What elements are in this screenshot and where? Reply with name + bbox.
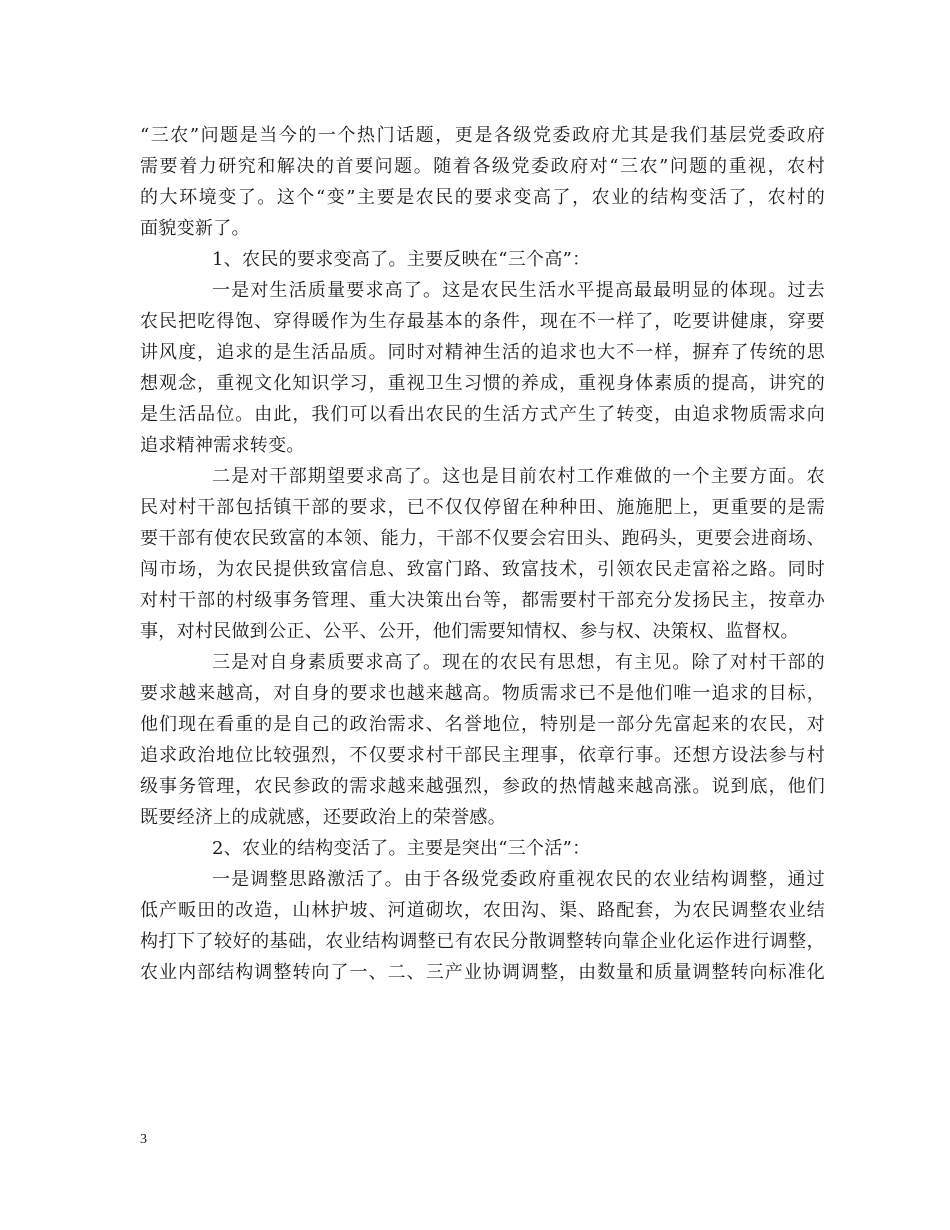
document-body [140,120,825,988]
text-line: 他们现在看重的是自己的政治需求、名誉地位，特别是一部分先富起来的农民，对 [140,714,825,735]
text-line: 追求精神需求转变。 [140,435,305,456]
text-line: 事，对村民做到公正、公平、公开，他们需要知情权、参与权、决策权、监督权。 [140,621,799,642]
text-line: 民对村干部包括镇干部的要求，已不仅仅停留在种种田、施施肥上，更重要的是需 [140,497,825,518]
text-line: 农业内部结构调整转向了一、二、三产业协调调整，由数量和质量调整转向标准化 [140,962,825,983]
text-line: 一是对生活质量要求高了。这是农民生活水平提高最最明显的体现。过去 [212,280,825,301]
text-line: 既要经济上的成就感，还要政治上的荣誉感。 [140,807,506,828]
text-line: 农民把吃得饱、穿得暖作为生存最基本的条件，现在不一样了，吃要讲健康，穿要 [140,311,825,332]
text-line: 2、农业的结构变活了。主要是突出“三个活”： [212,838,591,859]
text-line: 讲风度，追求的是生活品质。同时对精神生活的追求也大不一样，摒弃了传统的思 [140,342,825,363]
text-line: 需要着力研究和解决的首要问题。随着各级党委政府对“三农”问题的重视，农村 [140,156,825,177]
text-line: 追求政治地位比较强烈，不仅要求村干部民主理事，依章行事。还想方设法参与村 [140,745,825,766]
text-line: 要干部有使农民致富的本领、能力，干部不仅要会宕田头、跑码头，更要会进商场、 [140,528,825,549]
text-line: 三是对自身素质要求高了。现在的农民有思想，有主见。除了对村干部的 [212,652,825,673]
text-line: 1、农民的要求变高了。主要反映在“三个高”： [212,249,591,270]
text-line: 想观念，重视文化知识学习，重视卫生习惯的养成，重视身体素质的提高，讲究的 [140,373,825,394]
text-line: 一是调整思路激活了。由于各级党委政府重视农民的农业结构调整，通过 [212,869,825,890]
text-line: 二是对干部期望要求高了。这也是目前农村工作难做的一个主要方面。农 [212,466,825,487]
text-line: 级事务管理，农民参政的需求越来越强烈，参政的热情越来越高涨。说到底，他们 [140,776,825,797]
text-line: 构打下了较好的基础，农业结构调整已有农民分散调整转向靠企业化运作进行调整， [140,931,825,952]
text-line: 要求越来越高，对自身的要求也越来越高。物质需求已不是他们唯一追求的目标， [140,683,825,704]
text-line: “三农”问题是当今的一个热门话题，更是各级党委政府尤其是我们基层党委政府 [140,125,825,146]
text-line: 的大环境变了。这个“变”主要是农民的要求变高了，农业的结构变活了，农村的 [140,187,825,208]
text-line: 面貌变新了。 [140,218,250,239]
page-number: 3 [140,1132,147,1147]
text-line: 低产畈田的改造，山林护坡、河道砌坎，农田沟、渠、路配套，为农民调整农业结 [140,900,825,921]
text-line: 是生活品位。由此，我们可以看出农民的生活方式产生了转变，由追求物质需求向 [140,404,825,425]
text-line: 闯市场，为农民提供致富信息、致富门路、致富技术，引领农民走富裕之路。同时 [140,559,825,580]
text-line: 对村干部的村级事务管理、重大决策出台等，都需要村干部充分发扬民主，按章办 [140,590,825,611]
